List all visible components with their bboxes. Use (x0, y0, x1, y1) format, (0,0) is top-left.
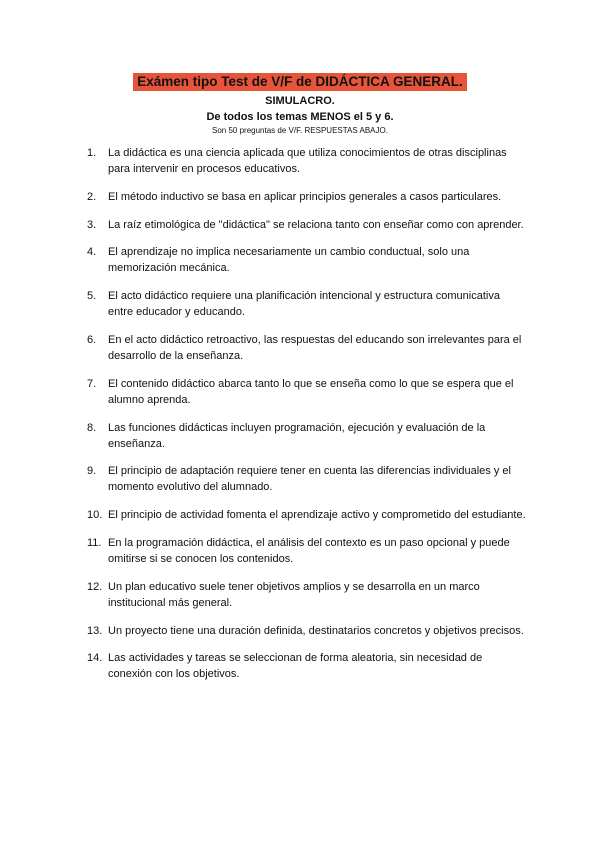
question-text: El principio de adaptación requiere tener en cuenta las diferencias individuales y el momento evolutivo del alumnado. (108, 465, 511, 494)
question-list (87, 145, 527, 694)
question-text: El método inductivo se basa en aplicar principios generales a casos particulares. (108, 190, 502, 203)
question-number: 11. (87, 536, 102, 549)
question-number: 3. (87, 218, 97, 231)
question-number: 6. (87, 333, 97, 346)
question-item (87, 189, 527, 205)
question-item (87, 376, 527, 408)
question-text: La raíz etimológica de "didáctica" se relaciona tanto con enseñar como con aprender. (108, 218, 524, 231)
exam-title: Exámen tipo Test de V/F de DIDÁCTICA GENERAL. (133, 73, 467, 91)
question-item (87, 288, 527, 320)
exam-topics: De todos los temas MENOS el 5 y 6. (206, 111, 394, 123)
question-number: 9. (87, 465, 97, 478)
question-text: El principio de actividad fomenta el aprendizaje activo y comprometido del estudiante. (108, 509, 526, 522)
question-item (87, 244, 527, 276)
question-number: 1. (87, 147, 97, 159)
question-item (87, 463, 527, 495)
question-text: Un proyecto tiene una duración definida, destinatarios concretos y objetivos precisos. (108, 624, 524, 637)
question-item (87, 623, 527, 639)
question-number: 12. (87, 580, 103, 593)
question-text: Un plan educativo suele tener objetivos amplios y se desarrolla en un marco institucional más general. (108, 580, 480, 609)
question-text: Las funciones didácticas incluyen programación, ejecución y evaluación de la enseñanza. (108, 421, 486, 450)
document-header (0, 0, 600, 136)
question-item (87, 535, 527, 567)
question-item (87, 145, 527, 177)
question-number: 4. (87, 246, 97, 259)
question-number: 10. (87, 509, 103, 522)
question-item (87, 420, 527, 452)
question-text: En la programación didáctica, el análisis del contexto es un paso opcional y puede omitirse si se conocen los contenidos. (108, 536, 510, 565)
question-item (87, 579, 527, 611)
question-number: 8. (87, 421, 97, 434)
question-number: 7. (87, 377, 97, 390)
question-text: La didáctica es una ciencia aplicada que utiliza conocimientos de otras disciplinas para intervenir en procesos educativos. (108, 147, 507, 175)
question-item (87, 217, 527, 233)
question-text: El acto didáctico requiere una planificación intencional y estructura comunicativa entre educador y educando. (108, 290, 500, 319)
question-item (87, 650, 527, 682)
question-number: 5. (87, 290, 97, 303)
question-text: Las actividades y tareas se seleccionan de forma aleatoria, sin necesidad de conexión con los objetivos. (108, 652, 483, 681)
question-number: 2. (87, 190, 97, 203)
question-text: En el acto didáctico retroactivo, las respuestas del educando son irrelevantes para el desarrollo de la enseñanza. (108, 333, 522, 362)
exam-subtitle: SIMULACRO. (265, 95, 335, 107)
question-item (87, 332, 527, 364)
exam-note: Son 50 preguntas de V/F. RESPUESTAS ABAJO. (212, 126, 388, 135)
question-text: El contenido didáctico abarca tanto lo que se enseña como lo que se espera que el alumno aprenda. (108, 377, 514, 406)
question-text: El aprendizaje no implica necesariamente un cambio conductual, solo una memorización mecánica. (108, 246, 470, 275)
question-number: 13. (87, 624, 103, 637)
question-number: 14. (87, 652, 103, 665)
question-item (87, 507, 527, 523)
